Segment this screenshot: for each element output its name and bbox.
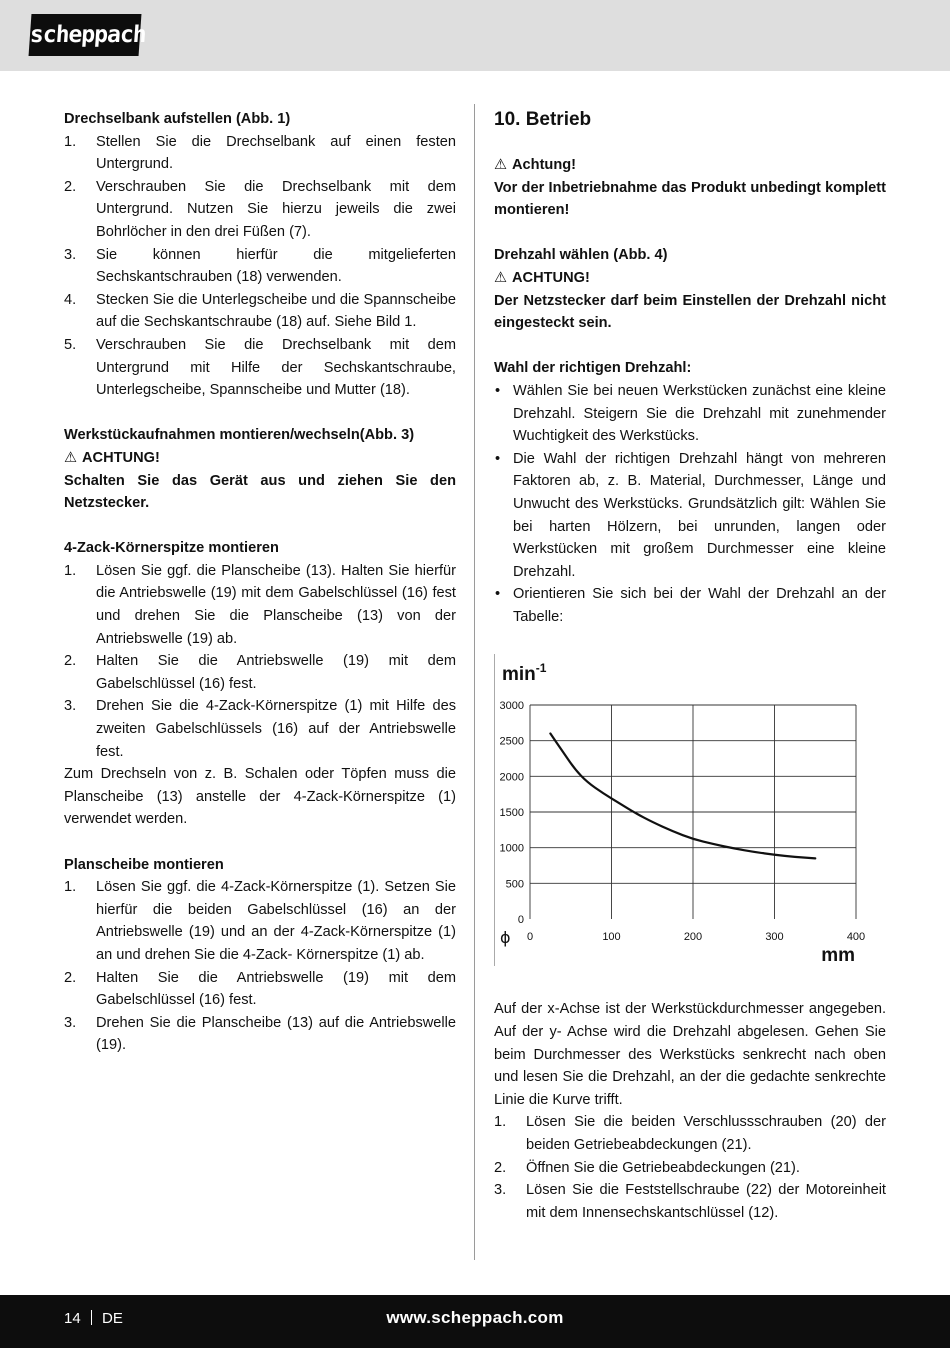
step-text: Lösen Sie die beiden Verschlussschrauben (20) der beiden Getriebeabdeckungen (21). [526,1114,886,1154]
mount-warning-label: ACHTUNG! [82,449,160,466]
choice-bullets [494,380,886,629]
warning-triangle-icon: ⚠ [64,449,78,466]
list-item: • Orientieren Sie sich bei der Wahl der Drehzahl an der Tabelle: [495,586,886,625]
y-axis-label-base: min [502,664,536,686]
y-tick-label: 1500 [499,807,524,820]
warning-triangle-icon: ⚠ [494,157,508,173]
x-axis-label: mm [821,945,855,967]
step-text: Stellen Sie die Drechselbank auf einen festen Untergrund. [96,133,456,173]
diameter-symbol: ϕ [500,928,511,948]
step-item [64,967,456,1012]
footer-url: www.scheppach.com [386,1308,564,1327]
speed-warning-label: ACHTUNG! [512,269,590,286]
section-title: 10. Betrieb [494,109,592,130]
step-item [64,695,456,763]
step-text: Lösen Sie ggf. die Planscheibe (13). Halten Sie hierfür die Antriebswelle (19) mit dem Gabelschlüssel (16) fest und drehen Sie die Planscheibe (13) von der Antriebswelle (19) ab. [96,562,456,647]
step-number: 2. [64,653,77,670]
footer-band [0,1295,950,1348]
y-tick-label: 2000 [499,771,524,784]
x-tick-label: 200 [683,931,703,944]
language-code: DE [102,1310,123,1327]
column-divider [474,104,475,1260]
step-text: Drehen Sie die 4-Zack-Körnerspitze (1) mit Hilfe des zweiten Gabelschlüssels (16) auf der Antriebswelle fest. [96,698,456,760]
speed-heading: Drehzahl wählen (Abb. 4) [494,247,668,264]
speed-curve-line [550,734,815,859]
step-number: 2. [64,969,77,986]
center-note: Zum Drechseln von z. B. Schalen oder Töpfen muss die Planscheibe (13) anstelle der 4-Zack-Körnerspitze (1) verwendet werden. [64,766,456,828]
step-number: 4. [64,291,77,308]
step-item [64,176,456,244]
step-number: 1. [494,1114,507,1131]
mount-warning-text: Schalten Sie das Gerät aus und ziehen Sie den Netzstecker. [64,472,456,512]
step-text: Verschrauben Sie die Drechselbank mit dem Untergrund mit Hilfe der Sechskantschraube, Unterlegscheibe, Spannscheibe und Mutter (18). [96,336,456,399]
x-tick-label: 400 [846,931,866,944]
y-tick-label: 3000 [499,700,524,713]
step-item [494,1111,886,1156]
faceplate-heading: Planscheibe montieren [64,856,224,873]
y-tick-label: 2500 [499,736,524,749]
step-text: Halten Sie die Antriebswelle (19) mit dem Gabelschlüssel (16) fest. [96,653,456,692]
y-axis-label-sup: -1 [535,661,547,676]
speed-chart-svg [494,654,886,966]
step-number: 1. [64,133,77,150]
step-number: 1. [64,879,77,896]
attention-label: Achtung! [512,157,577,173]
faceplate-steps [64,876,456,1057]
setup-heading: Drechselbank aufstellen (Abb. 1) [64,111,291,127]
step-item [64,244,456,289]
step-item [64,1012,456,1057]
step-text: Sie können hierfür die mitgelieferten Sechskantschrauben (18) verwenden. [96,246,456,286]
step-number: 3. [64,1014,77,1031]
mount-warning-line [64,447,456,470]
step-item [64,560,456,650]
warning-triangle-icon: ⚠ [494,269,508,286]
step-text: Lösen Sie ggf. die 4-Zack-Körnerspitze (1). Setzen Sie hierfür die beiden Gabelschlüssel (16) an der Antriebswelle (19) und an der 4-Zack-Körnerspitze (1) an und drehen Sie die 4-Zack- Körnerspitze (1) ab. [96,879,456,963]
step-text: Drehen Sie die Planscheibe (13) auf die Antriebswelle (19). [96,1014,456,1054]
attention-line [494,154,886,177]
step-number: 2. [494,1159,507,1176]
step-number: 5. [64,336,77,353]
right-column [494,108,886,1224]
step-item [64,334,456,402]
y-tick-label: 1000 [499,843,524,856]
x-tick-label: 100 [602,931,621,944]
step-text: Halten Sie die Antriebswelle (19) mit dem Gabelschlüssel (16) fest. [96,969,456,1009]
speed-warning-text: Der Netzstecker darf beim Einstellen der Drehzahl nicht eingesteckt sein. [494,292,886,332]
left-column [64,108,456,1057]
step-text: Verschrauben Sie die Drechselbank mit dem Untergrund. Nutzen Sie hierzu jeweils die zwei Bohrlöcher in den drei Füßen (7). [96,178,456,240]
gear-steps [494,1111,886,1224]
brand-logo: scheppach [29,14,142,56]
step-text: Stecken Sie die Unterlegscheibe und die Spannscheibe auf die Sechskantschraube (18) auf. Siehe Bild 1. [96,291,456,331]
speed-warning-line [494,267,886,290]
step-item [64,289,456,334]
step-number: 3. [64,698,77,715]
list-item: • Wählen Sie bei neuen Werkstücken zunächst eine kleine Drehzahl. Steigern Sie die Drehzahl mit zunehmender Wuchtigkeit des Werkstücks. [495,382,886,445]
list-item: • Die Wahl der richtigen Drehzahl hängt von mehreren Faktoren ab, z. B. Material, Durchmesser, Länge und Unwucht des Werkstücks. Grundsätzlich gilt: Wählen Sie bei harten Hölzern, bei unrunden, langen oder Werkstücken mit großem Durchmesser eine kleine Drehzahl. [495,450,886,580]
header-band [0,0,950,71]
center-heading: 4-Zack-Körnerspitze montieren [64,540,279,557]
choice-heading: Wahl der richtigen Drehzahl: [494,360,692,377]
attention-text: Vor der Inbetriebnahme das Produkt unbedingt komplett montieren! [494,179,886,219]
mount-heading: Werkstückaufnahmen montieren/wechseln(Abb. 3) [64,427,415,444]
page-number-value: 14 [64,1310,81,1327]
chart-explanation: Auf der x-Achse ist der Werkstückdurchmesser angegeben. Auf der y- Achse wird die Drehzahl abgelesen. Gehen Sie beim Durchmesser des Werkstücks senkrecht nach oben und lesen Sie die Drehzahl, an der die gedachte senkrechte Linie die Kurve trifft. [494,1001,886,1108]
step-number: 3. [494,1182,507,1199]
step-item [64,131,456,176]
center-steps [64,560,456,763]
step-number: 1. [64,562,77,579]
setup-steps [64,131,456,402]
step-item [494,1179,886,1224]
y-axis-label [502,661,547,685]
step-number: 2. [64,178,77,195]
x-tick-label: 0 [526,931,534,944]
step-text: Lösen Sie die Feststellschraube (22) der Motoreinheit mit dem Innensechskantschlüssel (12). [526,1182,886,1221]
speed-chart [494,654,886,966]
y-tick-label: 500 [505,878,524,891]
step-item [494,1157,886,1180]
y-tick-label: 0 [517,914,524,927]
step-text: Öffnen Sie die Getriebeabdeckungen (21). [526,1159,800,1176]
step-item [64,650,456,695]
step-item [64,876,456,966]
step-number: 3. [64,246,77,263]
x-tick-label: 300 [765,931,784,944]
